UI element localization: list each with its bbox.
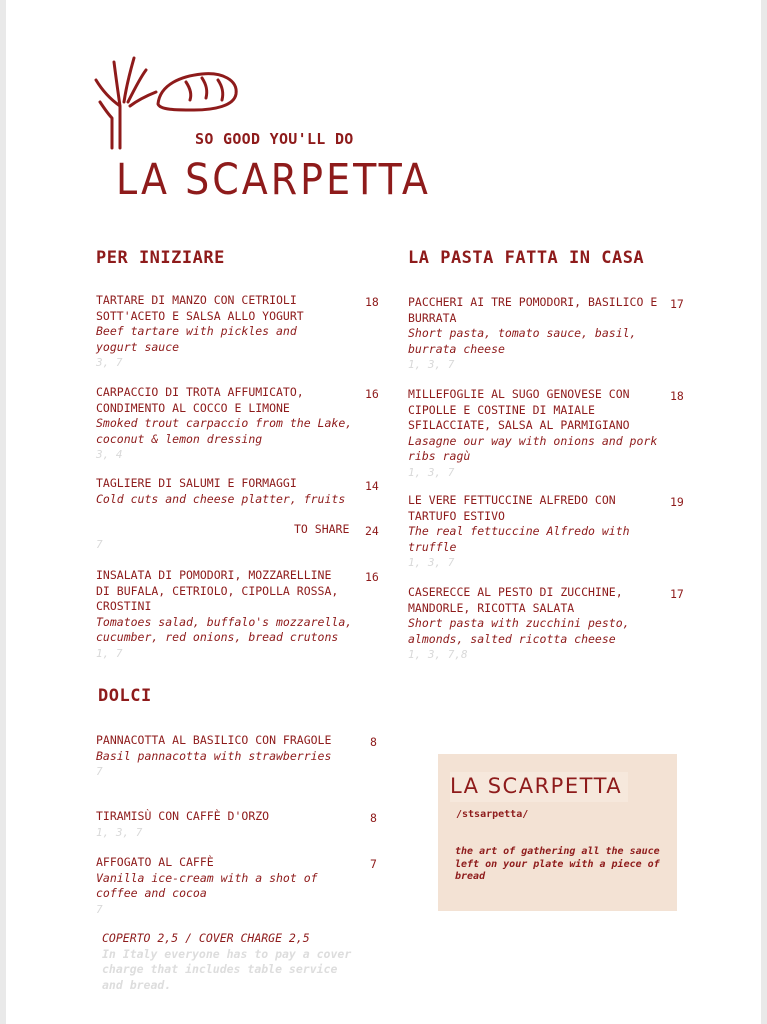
item-price: 16 (365, 387, 379, 401)
menu-item (96, 568, 366, 661)
item-description: Tomatoes salad, buffalo's mozzarella, cucumber, red onions, bread crutons (96, 614, 353, 644)
menu-item (96, 293, 366, 371)
item-description: Smoked trout carpaccio from the Lake, coconut & lemon dressing (96, 416, 353, 446)
item-name: AFFOGATO AL CAFFÈ (96, 855, 214, 869)
share-label: TO SHARE (294, 522, 350, 536)
item-price: 17 (670, 587, 684, 601)
item-description: Short pasta with zucchini pesto, almonds, salted ricotta cheese (408, 616, 630, 646)
item-name: CASERECCE AL PESTO DI ZUCCHINE, MANDORLE, RICOTTA SALATA (408, 585, 623, 615)
item-description: Lasagne our way with onions and pork ribs ragù (408, 433, 658, 463)
item-allergens: 1, 3, 7 (96, 825, 143, 839)
card-phonetic: /stsarpetta/ (456, 809, 529, 820)
item-price: 14 (365, 479, 379, 493)
item-allergens: 1, 3, 7 (408, 556, 455, 569)
item-price: 8 (370, 811, 377, 825)
item-description: Cold cuts and cheese platter, fruits (96, 491, 346, 506)
menu-item (96, 855, 366, 917)
card-definition: the art of gathering all the sauce left on your plate with a piece of bread (455, 846, 660, 882)
item-name: INSALATA DI POMODORI, MOZZARELLINE DI BUFALA, CETRIOLO, CIPOLLA ROSSA, CROSTINI (96, 568, 339, 613)
item-allergens: 1, 3, 7 (408, 465, 455, 479)
menu-item (96, 809, 366, 840)
item-name: TIRAMISÙ CON CAFFÈ D'ORZO (96, 809, 270, 823)
item-name: PANNACOTTA AL BASILICO CON FRAGOLE (96, 733, 332, 747)
menu-item (408, 387, 670, 480)
brand-title: LA SCARPETTA (116, 155, 431, 205)
item-price: 17 (670, 297, 684, 311)
cover-charge-description: In Italy everyone has to pay a cover charge that includes table service and bread. (102, 946, 352, 992)
item-name: CARPACCIO DI TROTA AFFUMICATO, CONDIMENTO AL COCCO E LIMONE (96, 385, 304, 415)
item-allergens: 1, 7 (96, 646, 123, 660)
section-title-dolci: DOLCI (98, 686, 152, 706)
item-name: TAGLIERE DI SALUMI E FORMAGGI (96, 476, 297, 490)
menu-item (96, 385, 366, 463)
item-allergens: 3, 7 (96, 356, 123, 369)
menu-page (6, 0, 761, 1024)
definition-card (438, 754, 677, 911)
share-price: 24 (365, 524, 379, 538)
item-allergens: 7 (96, 765, 103, 778)
item-allergens: 7 (96, 538, 103, 551)
menu-item (96, 476, 366, 553)
card-brand: LA SCARPETTA (450, 772, 628, 802)
menu-item (96, 733, 366, 780)
item-price: 18 (670, 389, 684, 403)
menu-item (408, 295, 670, 373)
item-name: TARTARE DI MANZO CON CETRIOLI SOTT'ACETO E SALSA ALLO YOGURT (96, 293, 304, 323)
item-name: PACCHERI AI TRE POMODORI, BASILICO E BURRATA (408, 295, 658, 325)
item-allergens: 7 (96, 902, 103, 916)
tagline: SO GOOD YOU'LL DO (195, 130, 354, 148)
item-allergens: 1, 3, 7,8 (408, 648, 468, 661)
cover-charge-note (102, 931, 362, 993)
item-price: 18 (365, 295, 379, 309)
item-name: LE VERE FETTUCCINE ALFREDO CON TARTUFO ESTIVO (408, 493, 616, 523)
item-price: 16 (365, 570, 379, 584)
item-allergens: 3, 4 (96, 448, 123, 461)
item-price: 19 (670, 495, 684, 509)
item-description: Short pasta, tomato sauce, basil, burrata cheese (408, 326, 637, 356)
menu-item (408, 585, 670, 663)
item-description: Vanilla ice-cream with a shot of coffee and cocoa (96, 870, 318, 900)
item-allergens: 1, 3, 7 (408, 358, 455, 371)
item-description: Basil pannacotta with strawberries (96, 748, 332, 763)
section-title-pasta: LA PASTA FATTA IN CASA (408, 248, 645, 268)
item-price: 7 (370, 857, 377, 871)
cover-charge-title: COPERTO 2,5 / COVER CHARGE 2,5 (102, 931, 310, 945)
item-name: MILLEFOGLIE AL SUGO GENOVESE CON CIPOLLE E COSTINE DI MAIALE SFILACCIATE, SALSA AL PARMIGIANO (408, 387, 630, 432)
menu-item (408, 493, 670, 571)
item-price: 8 (370, 735, 377, 749)
item-description: Beef tartare with pickles and yogurt sauce (96, 324, 297, 354)
section-title-iniziare: PER INIZIARE (96, 248, 225, 268)
item-description: The real fettuccine Alfredo with truffle (408, 524, 630, 554)
